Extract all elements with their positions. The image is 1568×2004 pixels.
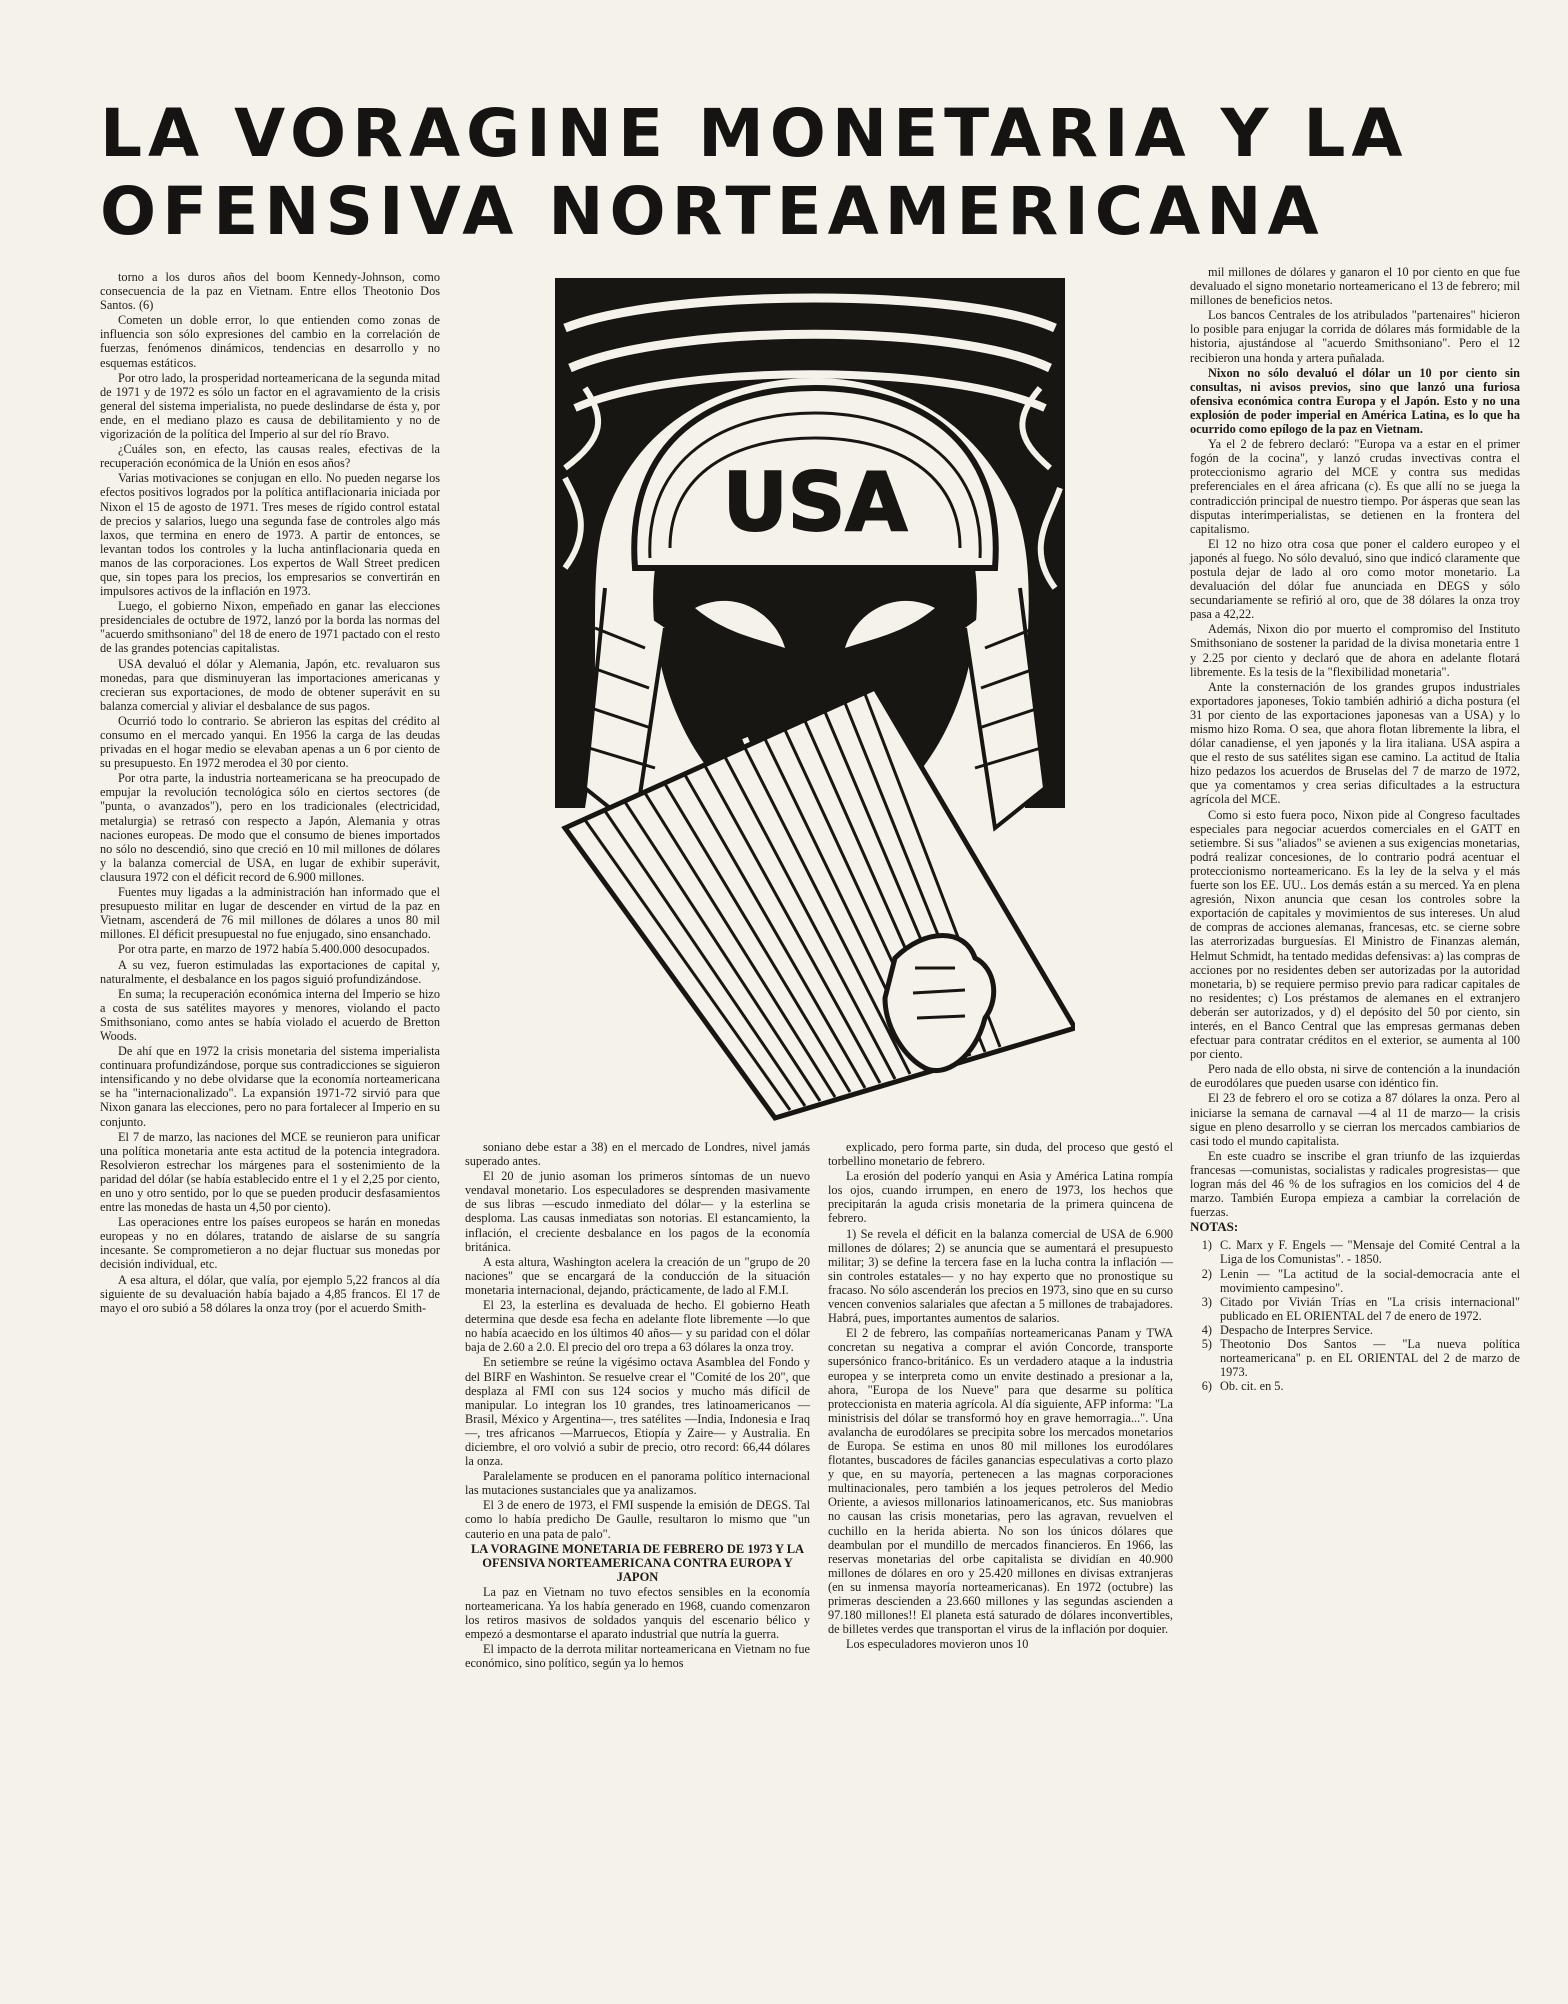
note-text: Lenin — "La actitud de la social-democracia ante el movimiento campesino". bbox=[1220, 1266, 1520, 1295]
note-number: 1) bbox=[1201, 1238, 1212, 1253]
paragraph: El 23 de febrero el oro se cotiza a 87 dólares la onza. Pero al iniciarse la semana de carnaval —4 al 11 de marzo— la crisis sigue en pleno desarrollo y se cierran los mercados cambiarios de casi todo el mundo capitalista. bbox=[1190, 1091, 1520, 1148]
notes-title: NOTAS: bbox=[1190, 1219, 1239, 1235]
note-item bbox=[1190, 1295, 1520, 1323]
paragraph: USA devaluó el dólar y Alemania, Japón, etc. revaluaron sus monedas, para que disminuyeran las importaciones americanas y crecieran sus exportaciones, de modo de obtener superávit en su balanza comercial y aliviar el desbalance de sus pagos. bbox=[100, 656, 440, 713]
note-text: Citado por Vivián Trías en "La crisis internacional" publicado en EL ORIENTAL del 7 de enero de 1972. bbox=[1220, 1294, 1520, 1323]
paragraph: Los bancos Centrales de los atribulados "partenaires" hicieron lo posible para enjugar la corrida de dólares más formidable de la historia, ajustándose al "acuerdo Smithsoniano". Pero el 12 recibieron una honda y artera puñalada. bbox=[1190, 308, 1520, 365]
section-subhead: LA VORAGINE MONETARIA DE FEBRERO DE 1973 Y LA OFENSIVA NORTEAMERICANA CONTRA EUROPA Y JAPON bbox=[470, 1541, 805, 1584]
bold-paragraph: Nixon no sólo devaluó el dólar un 10 por ciento sin consultas, ni avisos previos, sino que lanzó una furiosa ofensiva económica contra Europa y el Japón. Esto y no una explosión de poder imperial en América Latina, es lo que ha ocurrido como epílogo de la paz en Vietnam. bbox=[1190, 365, 1520, 437]
note-text: Ob. cit. en 5. bbox=[1220, 1379, 1284, 1394]
note-number: 2) bbox=[1201, 1266, 1212, 1281]
note-number: 5) bbox=[1201, 1337, 1212, 1352]
column-4 bbox=[1190, 265, 1520, 1393]
paragraph: mil millones de dólares y ganaron el 10 por ciento en que fue devaluado el signo monetario norteamericano el 13 de febrero; mil millones de beneficios netos. bbox=[1190, 265, 1520, 308]
paragraph: torno a los duros años del boom Kennedy-Johnson, como consecuencia de la paz en Vietnam. Entre ellos Theotonio Dos Santos. (6) bbox=[100, 270, 440, 313]
paragraph: El 3 de enero de 1973, el FMI suspende la emisión de DEGS. Tal como lo había predicho De Gaulle, resultaron lo mismo que "un cauterio en una pata de palo". bbox=[465, 1498, 810, 1541]
paragraph: A su vez, fueron estimuladas las exportaciones de capital y, naturalmente, el desbalance en los pagos siguió profundizándose. bbox=[100, 957, 440, 986]
note-item bbox=[1190, 1323, 1520, 1337]
column-2 bbox=[465, 1140, 810, 1671]
paragraph: En este cuadro se inscribe el gran triunfo de las izquierdas francesas —comunistas, socialistas y radicales progresistas— que logran más del 46 % de los sufragios en los comicios del 4 de marzo. También Europa empieza a cambiar la correlación de fuerzas. bbox=[1190, 1148, 1520, 1220]
paragraph: En suma; la recuperación económica interna del Imperio se hizo a costa de sus satélites mayores y menores, violando el pacto Smithsoniano, como antes se había violado el acuerdo de Bretton Woods. bbox=[100, 986, 440, 1043]
note-item bbox=[1190, 1238, 1520, 1266]
paragraph: En setiembre se reúne la vigésimo octava Asamblea del Fondo y del BIRF en Washinton. Se resuelve crear el "Comité de los 20", que desplaza al FMI con sus 124 socios y mucho más difícil de manipular. Lo integran los 10 grandes, tres latinoamericanos —Brasil, México y Argentina—, tres satélites —India, Indonesia e Iraq—, tres africanos —Marruecos, Etiopía y Zaire— y Australia. En diciembre, el oro volvió a subir de precio, otro record: 66,44 dólares la onza. bbox=[465, 1355, 810, 1469]
paragraph: Cometen un doble error, lo que entienden como zonas de influencia son sólo expresiones del cambio en la correlación de fuerzas, fenómenos dinámicos, tendencias en desarrollo y no esquemas estáticos. bbox=[100, 313, 440, 370]
headline-line-2: OFENSIVA NORTEAMERICANA bbox=[100, 173, 1325, 250]
column-4-text bbox=[1190, 265, 1520, 365]
paragraph: Ya el 2 de febrero declaró: "Europa va a estar en el primer fogón de la cocina", y lanzó crudas invectivas contra el proteccionismo agrario del MCE y contra sus medidas preferenciales en el área africana (c). Es que allí no se juega la contradicción principal de nuestro tiempo. Por ásperas que sean las disputas interimperialistas, se detienen en la frontera del capitalismo. bbox=[1190, 437, 1520, 536]
paragraph: Las operaciones entre los países europeos se harán en monedas europeas y no en dólares, tratando de aislarse de su sangría incesante. Se comprometieron a no dejar fluctuar sus monedas por decisión individual, etc. bbox=[100, 1215, 440, 1272]
column-1 bbox=[100, 270, 440, 1316]
note-text: C. Marx y F. Engels — "Mensaje del Comité Central a la Liga de los Comunistas". - 1850. bbox=[1220, 1238, 1520, 1267]
headline bbox=[100, 95, 1500, 251]
paragraph: Por otra parte, la industria norteamericana se ha preocupado de empujar la revolución tecnológica sólo en ciertos sectores (de "punta, o avanzados"), pero en los tradicionales (electricidad, metalurgia) se retrasó con respecto a Japón, Alemania y otras naciones europeas. De modo que el consumo de bienes importados no sólo no descendió, sino que creció en 10 mil millones de dólares y la balanza comercial de USA, en lugar de exhibir superávit, clausura 1972 con el déficit record de 6.900 millones. bbox=[100, 771, 440, 884]
paragraph: Paralelamente se producen en el panorama político internacional las mutaciones sustanciales que ya analizamos. bbox=[465, 1469, 810, 1498]
note-number: 6) bbox=[1201, 1379, 1212, 1394]
paragraph: 1) Se revela el déficit en la balanza comercial de USA de 6.900 millones de dólares; 2) se anuncia que se aumentará el presupuesto militar; 3) se define la tercera fase en la lucha contra la inflación —sin controles estatales— y no hay experto que no pronostique su fracaso. No sólo ascenderán los precios en 1973, sino que en su curso vencen convenios salariales que afectan a 5 millones de trabajadores. Habrá, pues, importantes aumentos de salarios. bbox=[828, 1226, 1173, 1326]
paragraph: Luego, el gobierno Nixon, empeñado en ganar las elecciones presidenciales de octubre de 1972, lanzó por la borda las normas del "acuerdo smithsoniano" del 18 de enero de 1971 pactado con el resto de las grandes potencias capitalistas. bbox=[100, 599, 440, 656]
paragraph: El 7 de marzo, las naciones del MCE se reunieron para unificar una política monetaria ante esta actitud de la potencia integradora. Resolvieron estrechar los márgenes para el sostenimiento de la paridad del dólar (se había establecido entre el 1 y el 2,25 por ciento, en uno y otro sentido, por lo que se pueden producir desfasamientos entre las monedas de hasta un 4,50 por ciento). bbox=[100, 1129, 440, 1215]
paragraph: El 20 de junio asoman los primeros síntomas de un nuevo vendaval monetario. Los especuladores se desprenden masivamente de sus libras —escudo inmediato del dólar— y la esterlina se desploma. Las causas inmediatas son notorias. El estancamiento, la inflación, el creciente desbalance en los pagos de la economía británica. bbox=[465, 1169, 810, 1254]
note-item bbox=[1190, 1337, 1520, 1379]
paragraph: Los especuladores movieron unos 10 bbox=[846, 1637, 1029, 1652]
paragraph: soniano debe estar a 38) en el mercado de Londres, nivel jamás superado antes. bbox=[465, 1140, 810, 1169]
notes-list bbox=[1190, 1238, 1520, 1393]
column-2-text bbox=[465, 1140, 810, 1541]
paragraph: El 12 no hizo otra cosa que poner el caldero europeo y el japonés al fuego. No sólo devaluó, sino que indicó claramente que postula dejar de lado al oro como motor monetario. La devaluación del dólar fue anunciada en DEGS y sólo secundariamente se refirió al oro, que de 38 dólares la onza troy pasa a 42,22. bbox=[1190, 536, 1520, 622]
column-4-text-rest bbox=[1190, 437, 1520, 1219]
paragraph: explicado, pero forma parte, sin duda, del proceso que gestó el torbellino monetario de febrero. bbox=[828, 1140, 1173, 1169]
paragraph: La erosión del poderío yanqui en Asia y América Latina rompía los ojos, cuando irrumpen, en enero de 1973, los hechos que precipitarán la aguda crisis monetaria de la primera quincena de febrero. bbox=[828, 1169, 1173, 1226]
column-2-text-after bbox=[465, 1585, 810, 1671]
note-item bbox=[1190, 1267, 1520, 1295]
paragraph: Varias motivaciones se conjugan en ello. No pueden negarse los efectos positivos logrados por la política antiflacionaria iniciada por Nixon el 15 de agosto de 1971. Tres meses de rígido control estatal de precios y salarios, luego una segunda fase de controles algo más laxos, que termina en enero de 1973. A partir de entonces, se levantan todos los controles y la lucha antinflacionaria queda en manos de las corporaciones. Los expertos de Wall Street predicen que, sin topes para los precios, los empresarios se convertirán en impulsores activos de la inflación en 1973. bbox=[100, 471, 440, 599]
paragraph: Como si esto fuera poco, Nixon pide al Congreso facultades especiales para negociar acuerdos comerciales en el GATT en setiembre. Si sus "aliados" se avienen a sus exigencias monetarias, podrá realizar concesiones, de lo contrario podrá acentuar el proteccionismo norteamericano. Es la ley de la selva y el más fuerte son los EE. UU.. Los demás están a su merced. Ya en plena agresión, Nixon anuncia que cesan los controles sobre la exportación de capitales y movimientos de sus intereses. Un alud de compras de acciones alemanas, francesas, etc. se cierne sobre las aterrorizadas burguesías. El Ministro de Finanzas alemán, Helmut Schmidt, ha tentado medidas defensivas: a) las compras de acciones por no residentes deben ser autorizadas por la autoridad monetaria, b) se requiere permiso previo para radicar capitales de no residentes; c) Los préstamos de alemanes en el extranjero deberán ser autorizados, y d) el depósito del 50 por ciento, sin interés, en el Banco Central que las empresas germanas deben efectuar para contratar créditos en el exterior, se aumenta al 100 por ciento. bbox=[1190, 807, 1520, 1062]
note-number: 3) bbox=[1201, 1294, 1212, 1309]
paragraph: Además, Nixon dio por muerto el compromiso del Instituto Smithsoniano de sostener la paridad de la divisa monetaria entre 1 y 2.25 por ciento y declaró que de ahora en adelante flotará libremente. Es la tesis de la "flexibilidad monetaria". bbox=[1190, 622, 1520, 679]
paragraph: La paz en Vietnam no tuvo efectos sensibles en la economía norteamericana. Ya los había generado en 1968, cuando comenzaron los retiros masivos de soldados yanquis del escenario bélico y empezó a desmontarse el aparato industrial que nutría la guerra. bbox=[465, 1584, 810, 1641]
note-text: Despacho de Interpres Service. bbox=[1220, 1322, 1373, 1337]
paragraph: El 23, la esterlina es devaluada de hecho. El gobierno Heath determina que desde esa fecha en adelante flote libremente —lo que no había acaecido en los últimos 40 años— y su paridad con el dólar baja de 2.60 a 2.0. El precio del oro trepa a 63 dólares la onza troy. bbox=[465, 1298, 810, 1355]
paragraph: ¿Cuáles son, en efecto, las causas reales, efectivas de la recuperación económica de la Unión en esos años? bbox=[100, 442, 440, 471]
helmet-text: USA bbox=[722, 456, 908, 549]
column-3 bbox=[828, 1140, 1173, 1652]
paragraph: Por otra parte, en marzo de 1972 había 5.400.000 desocupados. bbox=[118, 942, 430, 957]
paragraph: A esa altura, el dólar, que valía, por ejemplo 5,22 francos al día siguiente de su devaluación había bajado a 4,85 francos. El 17 de mayo el oro subió a 58 dólares la onza troy (por el acuerdo Smith- bbox=[100, 1272, 440, 1315]
paragraph: Ante la consternación de los grandes grupos industriales exportadores japoneses, Tokio también adhirió a dicha postura (el 31 por ciento de las exportaciones japonesas van a USA) y lo mismo hizo Roma. O sea, que ahora flotan libremente la libra, el dólar canadiense, el yen japonés y la lira italiana. USA aspira a que el resto de sus satélites sigan ese camino. La actitud de Italia hizo pedazos los acuerdos de Bruselas del 7 de marzo de 1972, que ya comentamos y crea serias dificultades a la estructura agrícola del MCE. bbox=[1190, 679, 1520, 807]
paragraph: Fuentes muy ligadas a la administración han informado que el presupuesto militar en lugar de descender en virtud de la paz en Vietnam, ascenderá de 76 mil millones de dólares a unos 80 mil millones. El déficit presupuestal no fue enjugado, sino ensanchado. bbox=[100, 885, 440, 942]
note-number: 4) bbox=[1201, 1322, 1212, 1337]
paragraph: Por otro lado, la prosperidad norteamericana de la segunda mitad de 1971 y de 1972 es sólo un factor en el agravamiento de la crisis general del sistema imperialista, no puede deslindarse de ésta y, por ende, en el mediano plazo es causa de debilitamiento y no de vigorización de la política del Imperio al sur del río Bravo. bbox=[100, 370, 440, 442]
headline-line-1: LA VORAGINE MONETARIA Y LA bbox=[100, 95, 1409, 172]
paragraph: Ocurrió todo lo contrario. Se abrieron las espitas del crédito al consumo en el mercado yanqui. En 1956 la carga de las deudas privadas en el hogar medio se elevaban apenas a un 6 por ciento de su presupuesto. En 1972 merodea el 30 por ciento. bbox=[100, 713, 440, 771]
usa-monster-illustration bbox=[545, 268, 1075, 1128]
paragraph: De ahí que en 1972 la crisis monetaria del sistema imperialista continuara profundizándose, porque sus contradicciones se siguieron intensificando y no debe olvidarse que la economía norteamericana se ha "internacionalizado". La expansión 1971-72 sirvió para que Nixon ganara las elecciones, pero no para fortalecer al Imperio en su conjunto. bbox=[100, 1044, 440, 1129]
paragraph: A esta altura, Washington acelera la creación de un "grupo de 20 naciones" que se encargará de la conducción de la situación monetaria internacional, dejando, prácticamente, de lado al F.M.I. bbox=[465, 1254, 810, 1297]
note-item bbox=[1190, 1379, 1520, 1393]
paragraph: Pero nada de ello obsta, ni sirve de contención a la inundación de eurodólares que pueden usarse con idéntico fin. bbox=[1190, 1062, 1520, 1091]
note-text: Theotonio Dos Santos — "La nueva política norteamericana" p. en EL ORIENTAL del 2 de marzo de 1973. bbox=[1220, 1337, 1520, 1380]
paragraph: El impacto de la derrota militar norteamericana en Vietnam no fue económico, sino político, según ya lo hemos bbox=[465, 1642, 810, 1671]
paragraph: El 2 de febrero, las compañías norteamericanas Panam y TWA concretan su negativa a comprar el avión Concorde, transporte supersónico franco-británico. Es un verdadero ataque a la industria europea y se interpreta como un envite destinado a presionar a la, ahora, "Europa de los Nueve" para que desarme su política proteccionista en materia agrícola. Al día siguiente, AFP informa: "La ministrisis del dólar se transformó hoy en grave hemorragia...". Una avalancha de eurodólares se precipita sobre los mercados monetarios de Europa. Se estima en unos 80 mil millones los eurodólares flotantes, buscadores de fáciles ganancias especulativas a corto plazo y que, en su mayoría, pertenecen a las magnas corporaciones multinacionales, pero también a los jeques petroleros del Medio Oriente, a aviesos millonarios latinoamericanos, etc. Sus maniobras no causan las crisis monetarias, pero las agravan, revuelven el cuchillo en la herida abierta. No son los únicos dólares que deambulan por el mundillo de mercados financieros. En 1966, las reservas monetarias del orbe capitalista se dividían en 40.900 millones de dólares en oro y 25.420 millones en divisas extranjeras (en su inmensa mayoría norteamericanas). En 1972 (octubre) las primeras descienden a 23.660 millones y las segundas ascienden a 97.180 millones!! El planeta está saturado de dólares inconvertibles, de billetes verdes que transportan el virus de la inflación por doquier. bbox=[828, 1326, 1173, 1637]
